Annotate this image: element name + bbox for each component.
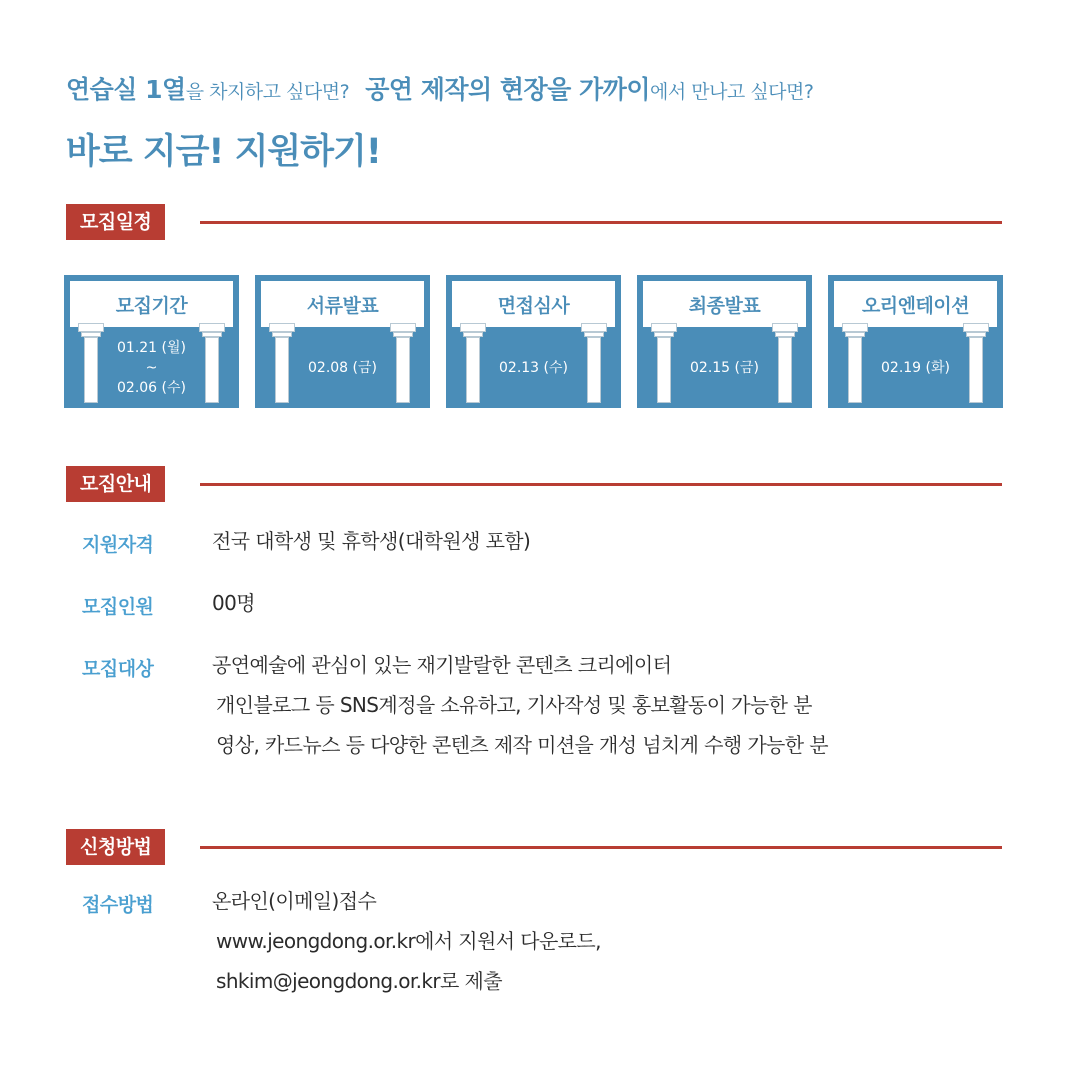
schedule-card-orientation: [828, 275, 1003, 408]
info-line: 온라인(이메일)접수: [212, 889, 377, 913]
pillar-icon: [842, 323, 868, 403]
pillar-icon: [390, 323, 416, 403]
schedule-section-header: [66, 204, 1002, 240]
info-label: 지원자격: [82, 534, 154, 556]
info-line: shkim@jeongdong.or.kr로 제출: [216, 969, 502, 993]
date-line: 02.06 (수): [117, 380, 186, 396]
headline-part2-rest: 에서 만나고 싶다면?: [649, 81, 814, 103]
pillar-icon: [581, 323, 607, 403]
card-date: [104, 335, 199, 401]
card-title: 최종발표: [643, 281, 806, 327]
card-date: [295, 335, 390, 401]
call-to-action: 바로 지금! 지원하기!: [66, 132, 381, 172]
card-title: 모집기간: [70, 281, 233, 327]
guide-section-header: [66, 466, 1002, 502]
section-divider: [200, 483, 1002, 486]
info-line: 영상, 카드뉴스 등 다양한 콘텐츠 제작 미션을 개성 넘치게 수행 가능한 분: [216, 733, 828, 757]
schedule-card-recruit-period: [64, 275, 239, 408]
apply-heading: 신청방법: [66, 829, 165, 865]
pillar-icon: [772, 323, 798, 403]
headline-part2-bold: 공연 제작의 현장을 가까이: [365, 75, 650, 104]
info-label: 접수방법: [82, 894, 154, 916]
schedule-card-interview: [446, 275, 621, 408]
schedule-cards: [64, 275, 1004, 408]
info-label: 모집인원: [82, 596, 154, 618]
info-line: 공연예술에 관심이 있는 재기발랄한 콘텐츠 크리에이터: [212, 653, 672, 677]
info-line: 00명: [212, 591, 255, 615]
info-value: [212, 881, 601, 1001]
apply-section-header: [66, 829, 1002, 865]
pillar-icon: [269, 323, 295, 403]
info-label: 모집대상: [82, 658, 154, 680]
pillar-icon: [963, 323, 989, 403]
pillar-icon: [651, 323, 677, 403]
pillar-icon: [199, 323, 225, 403]
info-line: 전국 대학생 및 휴학생(대학원생 포함): [212, 529, 531, 553]
date-line: ~: [145, 360, 158, 376]
date-line: 02.19 (화): [881, 360, 950, 376]
card-date: [868, 335, 963, 401]
date-line: 02.08 (금): [308, 360, 377, 376]
card-title: 면접심사: [452, 281, 615, 327]
schedule-card-final-result: [637, 275, 812, 408]
info-value: [212, 521, 530, 561]
card-date: [486, 335, 581, 401]
section-divider: [200, 221, 1002, 224]
date-line: 02.13 (수): [499, 360, 568, 376]
info-line: www.jeongdong.or.kr에서 지원서 다운로드,: [216, 929, 601, 953]
guide-heading: 모집안내: [66, 466, 165, 502]
card-title: 오리엔테이션: [834, 281, 997, 327]
info-value: [212, 645, 828, 765]
date-line: 02.15 (금): [690, 360, 759, 376]
card-date: [677, 335, 772, 401]
headline: [66, 70, 1026, 106]
card-title: 서류발표: [261, 281, 424, 327]
info-line: 개인블로그 등 SNS계정을 소유하고, 기사작성 및 홍보활동이 가능한 분: [216, 693, 812, 717]
headline-part1-rest: 을 차지하고 싶다면?: [185, 81, 350, 103]
pillar-icon: [460, 323, 486, 403]
section-divider: [200, 846, 1002, 849]
schedule-heading: 모집일정: [66, 204, 165, 240]
schedule-card-document-result: [255, 275, 430, 408]
info-value: [212, 583, 255, 623]
headline-part1-bold: 연습실 1열: [66, 75, 186, 104]
pillar-icon: [78, 323, 104, 403]
date-line: 01.21 (월): [117, 340, 186, 356]
